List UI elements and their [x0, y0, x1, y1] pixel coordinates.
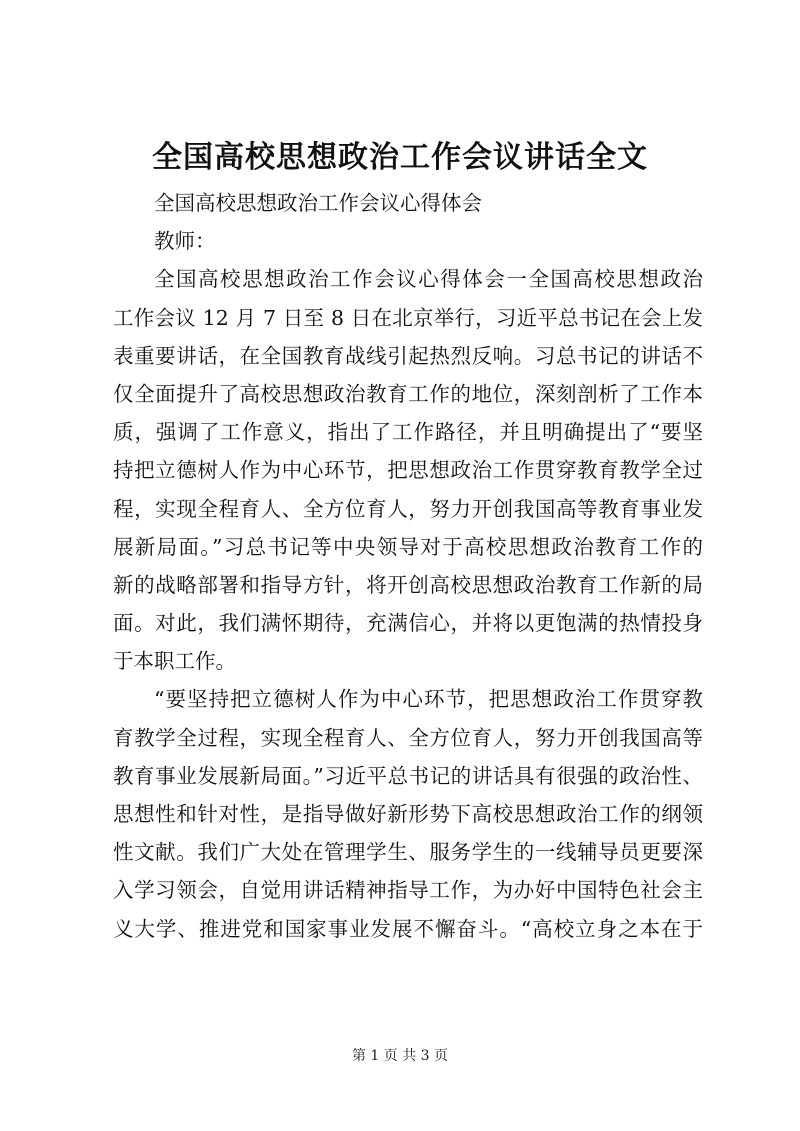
body-text-line: 程，实现全程育人、全方位育人，努力开创我国高等教育事业发 — [113, 496, 703, 521]
body-text-line: 面。对此，我们满怀期待，充满信心，并将以更饱满的热情投身 — [113, 611, 703, 636]
body-text-line: 义大学、推进党和国家事业发展不懈奋斗。“高校立身之本在于 — [113, 916, 703, 941]
body-text-line: 仅全面提升了高校思想政治教育工作的地位，深刻剖析了工作本 — [113, 381, 703, 406]
body-text-line: “要坚持把立德树人作为中心环节，把思想政治工作贯穿教 — [154, 687, 703, 712]
body-text-line: 展新局面。”习总书记等中央领导对于高校思想政治教育工作的 — [113, 534, 703, 559]
body-text-line: 于本职工作。 — [113, 649, 236, 674]
page-footer: 第 1 页 共 3 页 — [351, 1048, 449, 1064]
body-text-line: 持把立德树人作为中心环节，把思想政治工作贯穿教育教学全过 — [113, 458, 703, 483]
body-text-line: 全国高校思想政治工作会议心得体会 — [154, 191, 482, 215]
body-text-line: 表重要讲话，在全国教育战线引起热烈反响。习总书记的讲话不 — [113, 343, 703, 368]
body-text-line: 育教学全过程，实现全程育人、全方位育人，努力开创我国高等 — [113, 725, 703, 750]
body-text-line: 全国高校思想政治工作会议心得体会一全国高校思想政治 — [154, 267, 703, 292]
body-text-line: 工作会议 12 月 7 日至 8 日在北京举行，习近平总书记在会上发 — [113, 305, 703, 330]
body-text-line: 教师： — [154, 229, 216, 254]
body-text-line: 性文献。我们广大处在管理学生、服务学生的一线辅导员更要深 — [113, 840, 703, 865]
body-text-line: 入学习领会，自觉用讲话精神指导工作，为办好中国特色社会主 — [113, 878, 703, 903]
document-body — [113, 184, 703, 948]
body-text-line: 教育事业发展新局面。”习近平总书记的讲话具有很强的政治性、 — [113, 763, 703, 788]
body-text-line: 质，强调了工作意义，指出了工作路径，并且明确提出了“要坚 — [113, 420, 703, 445]
body-text-line: 思想性和针对性，是指导做好新形势下高校思想政治工作的纲领 — [113, 802, 703, 826]
document-title: 全国高校思想政治工作会议讲话全文 — [152, 140, 648, 175]
body-text-line: 新的战略部署和指导方针，将开创高校思想政治教育工作新的局 — [113, 572, 703, 597]
